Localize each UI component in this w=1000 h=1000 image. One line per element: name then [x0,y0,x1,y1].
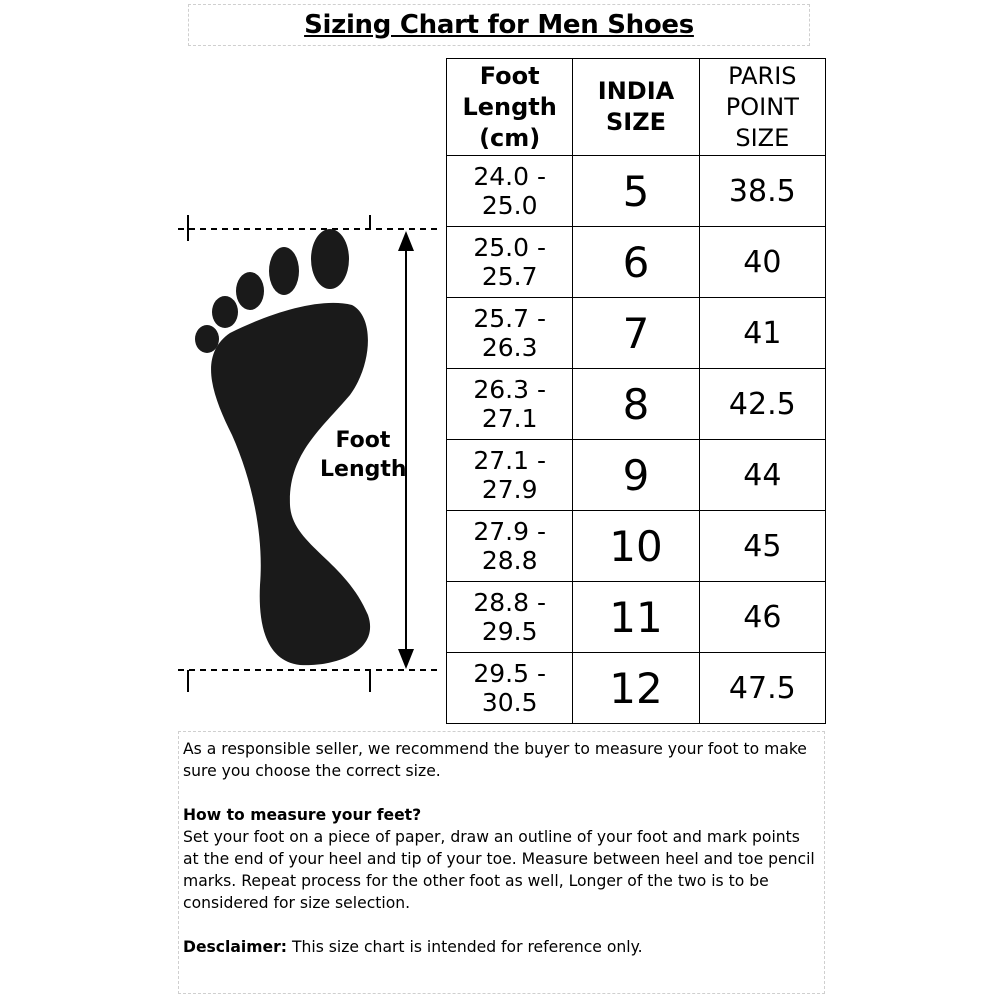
header-foot-length: Foot Length (cm) [447,59,573,156]
cell-foot-length: 28.8 - 29.5 [447,582,573,653]
table-row [447,369,826,440]
cell-paris-size: 42.5 [699,369,825,440]
cell-india-size: 7 [573,298,699,369]
cell-paris-size: 47.5 [699,653,825,724]
cell-foot-length: 25.0 - 25.7 [447,227,573,298]
table-row [447,440,826,511]
howto-heading: How to measure your feet? [183,806,422,824]
cell-foot-length: 26.3 - 27.1 [447,369,573,440]
info-box [178,731,825,994]
cell-paris-size: 46 [699,582,825,653]
table-header-row [447,59,826,156]
cell-india-size: 11 [573,582,699,653]
disclaimer-label: Desclaimer: [183,938,288,956]
cell-paris-size: 44 [699,440,825,511]
header-paris-point-size: PARIS POINT SIZE [699,59,825,156]
cell-india-size: 5 [573,156,699,227]
table-row [447,156,826,227]
disclaimer-text: This size chart is intended for reference only. [287,938,643,956]
cell-india-size: 6 [573,227,699,298]
table-row [447,511,826,582]
cell-paris-size: 38.5 [699,156,825,227]
cell-paris-size: 40 [699,227,825,298]
cell-paris-size: 45 [699,511,825,582]
page-title: Sizing Chart for Men Shoes [304,10,694,40]
cell-foot-length: 25.7 - 26.3 [447,298,573,369]
cell-india-size: 8 [573,369,699,440]
intro-text: As a responsible seller, we recommend the buyer to measure your foot to make sure you choose the correct size. [183,740,807,780]
howto-text: Set your foot on a piece of paper, draw an outline of your foot and mark points at the end of your heel and tip of your toe. Measure between heel and toe pencil marks. Repeat process for the other foot as well, Longer of the two is to be considered for size selection. [183,828,815,912]
table-row [447,298,826,369]
title-box [188,4,810,46]
cell-india-size: 10 [573,511,699,582]
cell-foot-length: 27.1 - 27.9 [447,440,573,511]
table-row [447,653,826,724]
disclaimer [183,936,820,958]
table-row [447,227,826,298]
cell-india-size: 9 [573,440,699,511]
cell-paris-size: 41 [699,298,825,369]
cell-foot-length: 27.9 - 28.8 [447,511,573,582]
size-table [446,58,826,724]
cell-foot-length: 29.5 - 30.5 [447,653,573,724]
cell-foot-length: 24.0 - 25.0 [447,156,573,227]
foot-illustration [170,205,445,700]
cell-india-size: 12 [573,653,699,724]
foot-length-label: Foot Length [320,428,407,482]
table-row [447,582,826,653]
header-india-size: INDIA SIZE [573,59,699,156]
